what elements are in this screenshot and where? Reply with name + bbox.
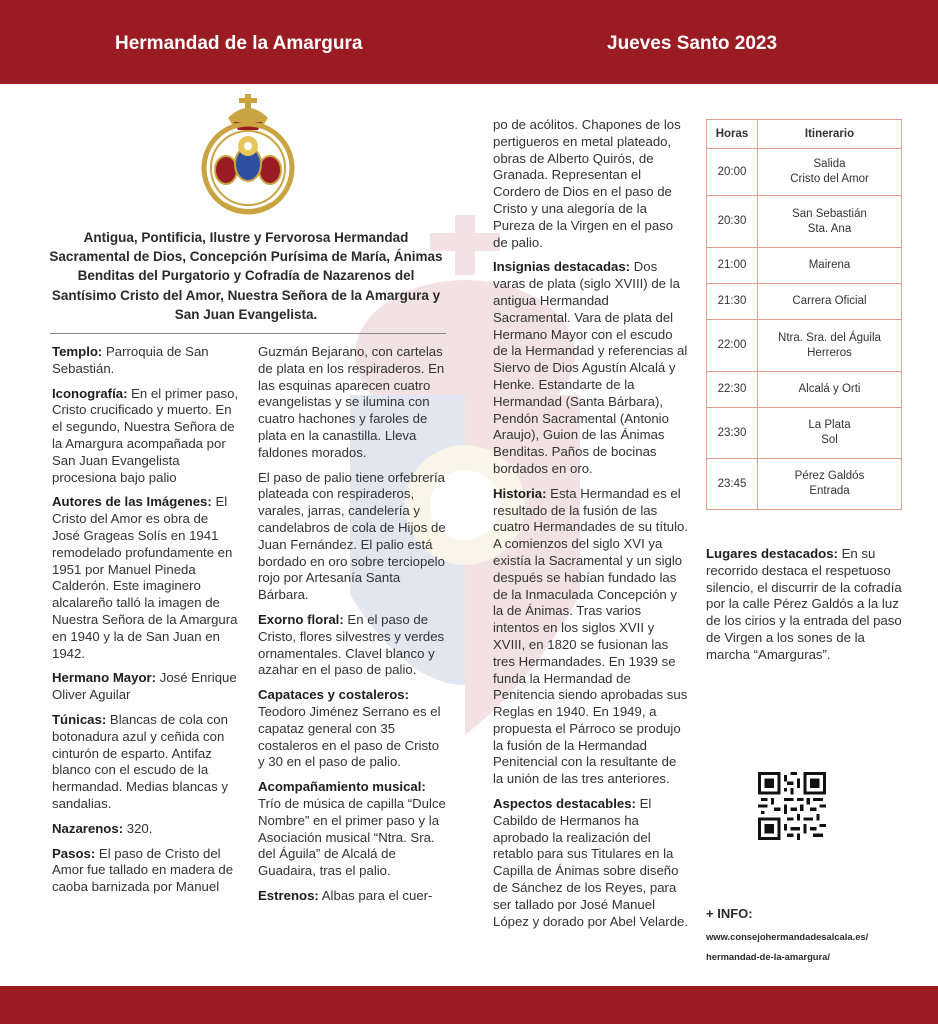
brotherhood-logo-icon <box>196 92 300 220</box>
brotherhood-full-name: Antigua, Pontificia, Ilustre y Fervorosa Hermandad Sacramental de Dios, Concepción Purísima de María, Ánimas Benditas del Purgatorio y Cofradía de Nazarenos del Santísimo Cristo del Amor, Nuestra Señora de la Amargura y San Juan Evangelista. <box>49 230 443 322</box>
header-hours: Horas <box>707 120 758 149</box>
time-cell: 23:30 <box>707 408 758 459</box>
itinerary-cell: Carrera Oficial <box>758 284 902 320</box>
header-itinerary: Itinerario <box>758 120 902 149</box>
table-row <box>707 372 902 408</box>
table-row <box>707 284 902 320</box>
paragraph-musica: Acompañamiento musical: Trío de música de capilla “Dulce Nombre” en el primer paso y la Asociación musical “Ntra. Sra. del Águila” de Alcalá de Guadaira, tras el palio. <box>258 779 446 879</box>
time-cell: 21:30 <box>707 284 758 320</box>
paragraph-exorno: Exorno floral: En el paso de Cristo, flores silvestres y verdes ornamentales. Clavel blanco y azahar en el paso de palio. <box>258 611 445 678</box>
divider <box>50 333 446 334</box>
itinerary-table <box>706 119 902 510</box>
info-label: + INFO: <box>706 906 753 921</box>
header-bar <box>0 0 938 84</box>
itinerary-cell: Ntra. Sra. del Águila Herreros <box>758 320 902 372</box>
paragraph-iconografia: Iconografía: En el primer paso, Cristo crucificado y muerto. En el segundo, Nuestra Señora de la Amargura acompañada por San Juan Evangelista procesiona bajo palio <box>52 385 239 485</box>
paragraph-palio: El paso de palio tiene orfebrería plateada con respiraderos, varales, jarras, candelería y candelabros de cola de Hijos de Juan Fernández. El palio está bordado en oro sobre terciopelo rojo por Artesanía Santa Bárbara. <box>258 469 446 603</box>
paragraph-historia: Historia: Esta Hermandad es el resultado de la fusión de las cuatro Hermandades de su título. A comienzos del siglo XVI ya existía la Sacramental y un siglo después se habían fundado las de la Inmaculada Concepción y la de Ánimas. Tras varios intentos en los siglos XVII y XVIII, en 1820 se fusionan las tres Hermandades. En 1939 se funda la Hermandad de Penitencia siendo aprobadas sus Reglas en 1940. En 1949, a propuesta el Párroco se produjo la fusión de la Hermandad Penitencial con la resultante de la unión de las tres anteriores. <box>493 485 688 787</box>
paragraph-templo: Templo: Parroquia de San Sebastián. <box>52 344 209 376</box>
paragraph-aspectos: Aspectos destacables: El Cabildo de Hermanos ha aprobado la realización del retablo para sus Titulares en la Capilla de Ánimas sobre diseño de Sánchez de los Reyes, para ser tallado por José Manuel López y dorado por Abel Velarde. <box>493 796 689 929</box>
time-cell: 23:45 <box>707 459 758 510</box>
time-cell: 22:00 <box>707 320 758 372</box>
time-cell: 20:00 <box>707 149 758 196</box>
time-cell: 21:00 <box>707 248 758 284</box>
paragraph-tunicas: Túnicas: Blancas de cola con botonadura azul y ceñida con cinturón de esparto. Antifaz blanco con el escudo de la hermandad. Medias blancas y sandalias. <box>52 711 228 811</box>
column-2 <box>258 344 448 913</box>
itinerary-cell: Alcalá y Orti <box>758 372 902 408</box>
table-row <box>707 459 902 510</box>
event-title: Jueves Santo 2023 <box>607 33 778 54</box>
qr-code-icon[interactable] <box>758 772 826 840</box>
paragraph-insignias: Insignias destacadas: Dos varas de plata (siglo XVIII) de la antigua Hermandad Sacramental. Vara de plata del Hermano Mayor con el escudo de la Hermandad y referencias al Siervo de Dios Agustín Alcalá y Henke. Estandarte de la Hermandad (Santa Bárbara), Pendón Sacramental (Antonio Araujo), Guion de las Ánimas Benditas. Paños de bocinas bordados en oro. <box>493 259 688 476</box>
table-row <box>707 248 902 284</box>
table-row <box>707 408 902 459</box>
itinerary-cell: Salida Cristo del Amor <box>758 149 902 196</box>
paragraph-hermano-mayor: Hermano Mayor: José Enrique Oliver Aguilar <box>52 670 237 703</box>
paragraph-estrenos: Estrenos: Albas para el cuer- <box>258 887 433 903</box>
column-1 <box>52 344 239 904</box>
column-4 <box>706 546 902 672</box>
paragraph-pasos-cont: Guzmán Bejarano, con cartelas de plata en los respiraderos. En las esquinas aparecen cuatro evangelistas y se ilumina con cuatro hachones y faroles de plata en la canastilla. Lleva faldones morados. <box>258 344 445 460</box>
paragraph-autores: Autores de las Imágenes: El Cristo del Amor es obra de José Grageas Solís en 1941 remodelado profundamente en 1951 por Manuel Pineda Calderón. Este imaginero alcalareño talló la imagen de Nuestra Señora de la Amargura en 1940 y la de San Juan en 1942. <box>52 494 238 661</box>
paragraph-pasos: Pasos: El paso de Cristo del Amor fue tallado en madera de caoba barnizada por Manuel <box>52 845 234 895</box>
paragraph-nazarenos: Nazarenos: 320. <box>52 820 153 836</box>
info-url-line1[interactable]: www.consejohermandadesalcala.es/ <box>706 931 869 942</box>
brotherhood-title: Hermandad de la Amargura <box>115 33 363 54</box>
itinerary-cell: La Plata Sol <box>758 408 902 459</box>
time-cell: 22:30 <box>707 372 758 408</box>
table-row <box>707 149 902 196</box>
itinerary-cell: Mairena <box>758 248 902 284</box>
table-row <box>707 320 902 372</box>
info-url-line2[interactable]: hermandad-de-la-amargura/ <box>706 951 830 962</box>
column-3 <box>493 117 689 938</box>
footer-bar <box>0 986 938 1024</box>
itinerary-cell: Pérez Galdós Entrada <box>758 459 902 510</box>
time-cell: 20:30 <box>707 196 758 248</box>
table-header-row <box>707 120 902 149</box>
table-row <box>707 196 902 248</box>
paragraph-capataces: Capataces y costaleros: Teodoro Jiménez Serrano es el capataz general con 35 costaleros en el paso de Cristo y 30 en el paso de palio. <box>258 687 441 770</box>
paragraph-estrenos-cont: po de acólitos. Chapones de los pertigueros en metal plateado, obras de Alberto Quirós, de Granada. Representan el Cordero de Dios en el paso de Cristo y una alegoría de la Pureza de la Virgen en el paso de palio. <box>493 117 681 250</box>
itinerary-cell: San Sebastián Sta. Ana <box>758 196 902 248</box>
paragraph-lugares: Lugares destacados: En su recorrido destaca el respetuoso silencio, el discurrir de la cofradía por la calle Pérez Galdós a la luz de los cirios y la entrada del paso de Virgen a los sones de la marcha “Amarguras”. <box>706 546 902 662</box>
